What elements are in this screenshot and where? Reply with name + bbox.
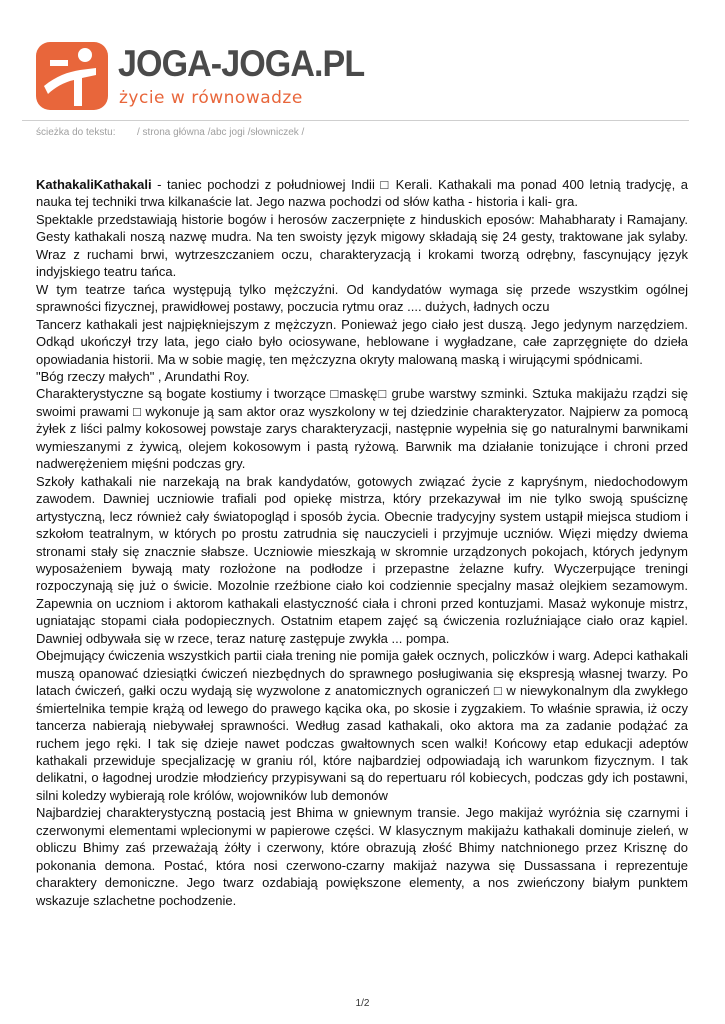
- article-body: [36, 176, 688, 909]
- breadcrumb: [36, 127, 304, 138]
- yoga-figure-icon[interactable]: [36, 42, 108, 110]
- breadcrumb-link-home[interactable]: / strona główna: [137, 127, 205, 138]
- article-paragraph: Obejmujący ćwiczenia wszystkich partii ciała trening nie pomija gałek ocznych, policzków i warg. Adepci kathakali muszą opanować dziesiątki ćwiczeń niezbędnych do sprawnego posługiwania się ekspresją własnej twarzy. Po latach ćwiczeń, gałki oczu wydają się wyzwolone z anatomicznych ograniczeń □ w niewykonalnym dla zwykłego śmiertelnika tempie krążą od lewego do prawego kącika oka, po skosie i zygzakiem. To właśnie sprawia, iż oczy tancerza nabierają niebywałej sprawności. Według zasad kathakali, oko aktora ma za zadanie podążać za ruchem jego ręki. I tak się dzieje nawet podczas gwałtownych scen walki! Końcowy etap edukacji adeptów kathakali przewiduje specjalizację w graniu ról, które najbardziej odpowiadają ich warunkom fizycznym. I tak delikatni, o łagodnej urodzie młodzieńcy przypisywani są do repertuaru ról kobiecych, podczas gdy ich postawni, silni koledzy wybierają role królów, wojowników lub demonów: [36, 648, 688, 803]
- breadcrumb-link-abc-jogi[interactable]: /abc jogi: [207, 127, 245, 138]
- page-number: 1/2: [355, 998, 370, 1009]
- article-paragraph: Szkoły kathakali nie narzekają na brak kandydatów, gotowych związać życie z kapryśnym, niedochodowym zawodem. Dawniej uczniowie trafiali pod opiekę mistrza, który przekazywał im nie tylko swoją spuściznę artystyczną, lecz również cały światopogląd i sposób życia. Obecnie tradycyjny system ustąpił miejsca studiom i szkołom teatralnym, w których po prostu zatrudnia się nauczycieli i przyjmuje uczniów. Więzi między dwiema stronami stały się znacznie słabsze. Uczniowie mieszkają w skromnie urządzonych pokojach, których jedynym wyposażeniem bywają maty rozłożone na podłodze i przepastne żelazne kufry. Wyczerpujące treningi rozpoczynają się już o świcie. Mozolnie rzeźbione ciało koi codziennie specjalny masaż olejkiem sezamowym. Zapewnia on uczniom i aktorom kathakali elastyczność ciała i chroni przed kontuzjami. Masaż wykonuje mistrz, ugniatając stopami ciała podopiecznych. Ostatnim etapem zajęć są ćwiczenia rozluźniające ciało oraz kąpiel. Dawniej odbywała się w rzece, teraz naturę zastępuje zwykła ... pompa.: [36, 473, 688, 646]
- article-paragraph: Spektakle przedstawiają historie bogów i herosów zaczerpnięte z hinduskich eposów: Mahabharaty i Ramajany. Gesty kathakali noszą nazwę mudra. Na ten swoisty język migowy składają się 24 gesty, traktowane jak sylaby. Wraz z ruchami brwi, wytrzeszczaniem oczu, charakteryzacją i krokami tworzą odrębny, fascynujący język indyjskiego teatru tańca.: [36, 211, 688, 280]
- yoga-figure-icon-svg: [36, 42, 108, 110]
- site-header: [36, 38, 365, 114]
- header-divider: [22, 120, 689, 121]
- article-paragraph: Tancerz kathakali jest najpiękniejszym z mężczyzn. Ponieważ jego ciało jest duszą. Jego jedynym narzędziem. Odkąd ukończył trzy lata, jego ciało było ociosywane, heblowane i wygładzane, całe zaprzęgnięte do dzieła opowiadania historii. Ma w sobie magię, ten mężczyzna okryty malowaną maską i wirującymi spódnicami.: [36, 316, 688, 367]
- article-paragraph: W tym teatrze tańca występują tylko mężczyźni. Od kandydatów wymaga się przede wszystkim ogólnej sprawności fizycznej, prawidłowej postawy, poczucia rytmu oraz .... dużych, ładnych oczu: [36, 281, 688, 315]
- article-title: KathakaliKathakali: [36, 177, 152, 192]
- site-tagline: życie w równowadze: [119, 88, 303, 108]
- article-paragraph: Najbardziej charakterystyczną postacią jest Bhima w gniewnym transie. Jego makijaż wyróżnia się czarnymi i czerwonymi elementami wplecionymi w papierowe części. W klasycznym makijażu kathakali dominuje zieleń, w obliczu Bhimy zaś przeważają żółty i czerwony, które obrazują złość Bhimy natchnionego przez Krisznę do pokonania demona. Postać, która nosi czerwono-czarny makijaż nazywa się Dussassana i reprezentuje charaktery demoniczne. Jego twarz ozdabiają powiększone elementy, a nos zwieńczony białym punktem wskazuje szlachetne pochodzenie.: [36, 805, 688, 908]
- breadcrumb-label: ścieżka do tekstu:: [36, 127, 116, 138]
- article-paragraph: [36, 176, 688, 211]
- article-quote-source: "Bóg rzeczy małych" , Arundathi Roy.: [36, 368, 250, 384]
- breadcrumb-link-slowniczek[interactable]: /słowniczek /: [247, 127, 305, 138]
- site-logo-title[interactable]: JOGA-JOGA.PL: [118, 43, 365, 84]
- article-paragraph: Charakterystyczne są bogate kostiumy i tworzące □maskę□ grube warstwy szminki. Sztuka makijażu rządzi się swoimi prawami □ wykonuje ją sam aktor oraz wyszkolony w tej dziedzinie charakteryzator. Najpierw za pomocą żyłek z liści palmy kokosowej powstaje zarys charakteryzacji, następnie wypełnia się go naturalnymi barwnikami wymieszanymi z żywicą, olejem kokosowym i pastą ryżową. Barwnik ma działanie tonizujące i chroni przed nadwerężeniem mięśni podczas gry.: [36, 386, 688, 472]
- article-intro: - taniec pochodzi z południowej Indii □ Kerali. Kathakali ma ponad 400 letnią tradycję, a nauka tej techniki trwa kilkanaście lat. Jego nazwa pochodzi od słów katha - historia i kali- gra.: [36, 177, 688, 210]
